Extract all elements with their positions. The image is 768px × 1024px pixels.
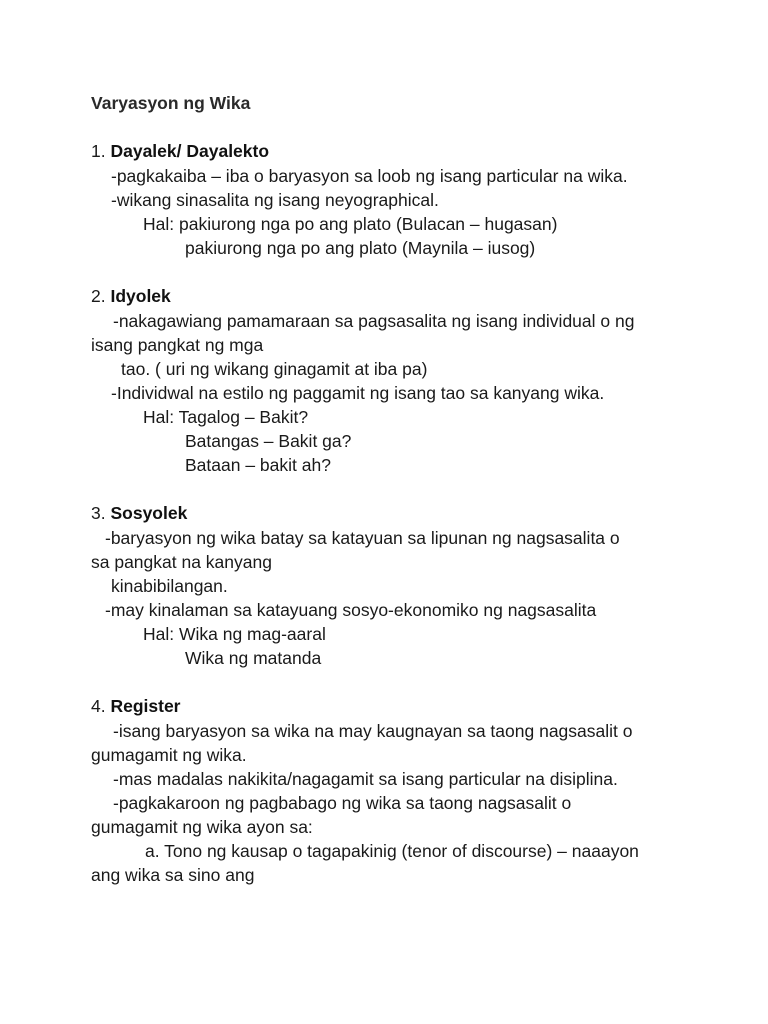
section-heading-4	[91, 694, 181, 718]
section-3-line-5: Hal: Wika ng mag-aaral	[143, 624, 326, 644]
section-2-line-2: isang pangkat ng mga	[91, 335, 264, 355]
section-4-line-6: a. Tono ng kausap o tagapakinig (tenor of discourse) – naaayon	[145, 841, 639, 861]
section-1-line-3: Hal: pakiurong nga po ang plato (Bulacan – hugasan)	[143, 214, 558, 234]
section-1-line-1: -pagkakaiba – iba o baryasyon sa loob ng isang particular na wika.	[111, 166, 628, 186]
section-number: 2.	[91, 286, 111, 306]
section-1-line-4: pakiurong nga po ang plato (Maynila – iusog)	[185, 238, 536, 258]
section-2-line-4: -Individwal na estilo ng paggamit ng isang tao sa kanyang wika.	[111, 383, 605, 403]
section-2-line-7: Bataan – bakit ah?	[185, 455, 331, 475]
section-number: 4.	[91, 696, 111, 716]
section-title: Sosyolek	[110, 503, 188, 523]
section-heading-1	[91, 139, 269, 163]
section-1-line-2: -wikang sinasalita ng isang neyographical.	[111, 190, 439, 210]
section-4-line-1: -isang baryasyon sa wika na may kaugnayan sa taong nagsasalit o	[113, 721, 633, 741]
section-3-line-3: kinabibilangan.	[111, 576, 228, 596]
section-number: 3.	[91, 503, 111, 523]
section-3-line-2: sa pangkat na kanyang	[91, 552, 272, 572]
section-title: Idyolek	[110, 286, 171, 306]
section-2-line-6: Batangas – Bakit ga?	[185, 431, 352, 451]
section-4-line-2: gumagamit ng wika.	[91, 745, 247, 765]
section-3-line-6: Wika ng matanda	[185, 648, 322, 668]
section-title: Dayalek/ Dayalekto	[110, 141, 270, 161]
section-4-line-7: ang wika sa sino ang	[91, 865, 255, 885]
section-title: Register	[110, 696, 181, 716]
section-heading-2	[91, 284, 171, 308]
section-3-line-4: -may kinalaman sa katayuang sosyo-ekonomiko ng nagsasalita	[105, 600, 597, 620]
section-3-line-1: -baryasyon ng wika batay sa katayuan sa lipunan ng nagsasalita o	[105, 528, 620, 548]
section-number: 1.	[91, 141, 111, 161]
section-2-line-3: tao. ( uri ng wikang ginagamit at iba pa)	[121, 359, 428, 379]
document-title: Varyasyon ng Wika	[91, 93, 251, 113]
section-4-line-4: -pagkakaroon ng pagbabago ng wika sa taong nagsasalit o	[113, 793, 572, 813]
section-heading-3	[91, 501, 187, 525]
section-4-line-3: -mas madalas nakikita/nagagamit sa isang particular na disiplina.	[113, 769, 618, 789]
section-2-line-5: Hal: Tagalog – Bakit?	[143, 407, 309, 427]
section-4-line-5: gumagamit ng wika ayon sa:	[91, 817, 313, 837]
section-2-line-1: -nakagawiang pamamaraan sa pagsasalita ng isang individual o ng	[113, 311, 635, 331]
